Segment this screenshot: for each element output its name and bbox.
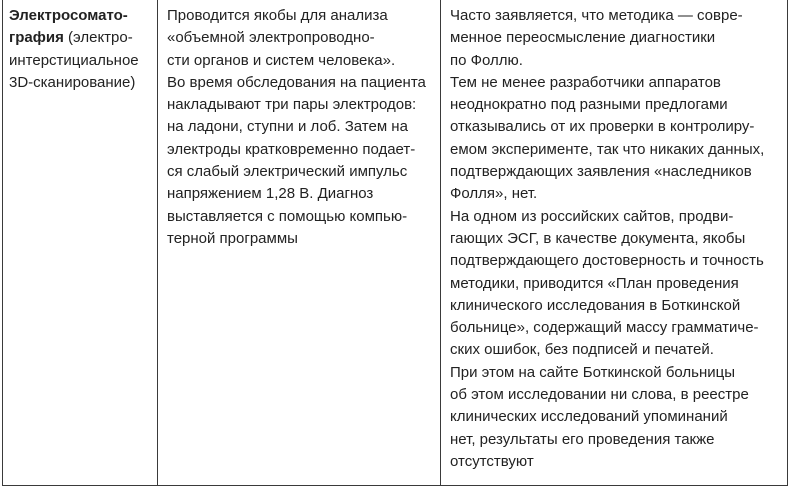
comment-line: подтверждающего достоверность и точность <box>450 252 764 270</box>
description-line: напряжением 1,28 В. Диагноз <box>167 185 374 203</box>
comment-line: отказывались от их проверки в контролиру- <box>450 118 755 136</box>
comment-line: При этом на сайте Боткинской больницы <box>450 363 736 381</box>
description-line: «объемной электропроводно- <box>167 29 375 47</box>
comment-line: Фолля», нет. <box>450 185 538 203</box>
method-table <box>2 0 788 486</box>
comment-line: Тем не менее разработчики аппаратов <box>450 73 721 91</box>
comment-line: об этом исследовании ни слова, в реестре <box>450 386 749 404</box>
comment-line: ских ошибок, без подписей и печатей. <box>450 341 714 359</box>
method-name-line: Электросомато- <box>9 7 128 24</box>
description-line: накладывают три пары электродов: <box>167 96 417 114</box>
description-line: сти органов и систем человека». <box>167 51 396 69</box>
method-name-line: графия (электро- <box>9 29 133 47</box>
method-name-cell <box>3 0 158 486</box>
comment-line: нет, результаты его проведения также <box>450 430 715 448</box>
method-name-line: 3D-сканирование) <box>9 73 136 91</box>
description-line: терной программы <box>167 229 298 247</box>
description-line: электроды кратковременно подает- <box>167 140 416 158</box>
method-name-line: интерстициальное <box>9 51 139 69</box>
comment-line: клинических исследований упоминаний <box>450 408 728 426</box>
description-line: Проводится якобы для анализа <box>167 7 388 24</box>
method-comment-cell <box>441 0 788 486</box>
comment-line: На одном из российских сайтов, продви- <box>450 207 734 225</box>
comment-line: методики, приводится «План проведения <box>450 274 739 292</box>
description-line: Во время обследования на пациента <box>167 73 426 91</box>
description-line: выставляется с помощью компью- <box>167 207 408 225</box>
method-description-cell <box>158 0 441 486</box>
table-row <box>3 0 788 486</box>
comment-line: Часто заявляется, что методика — совре- <box>450 7 743 24</box>
description-line: ся слабый электрический импульс <box>167 163 408 181</box>
comment-line: по Фоллю. <box>450 51 523 69</box>
comment-line: гающих ЭСГ, в качестве документа, якобы <box>450 229 746 247</box>
comment-line: подтверждающих заявления «наследников <box>450 163 752 181</box>
comment-line: отсутствуют <box>450 452 534 470</box>
comment-line: неоднократно под разными предлогами <box>450 96 728 114</box>
description-line: на ладони, ступни и лоб. Затем на <box>167 118 408 136</box>
comment-line: емом эксперименте, так что никаких данных, <box>450 140 765 158</box>
comment-line: больнице», содержащий массу грамматиче- <box>450 319 759 337</box>
comment-line: менное переосмысление диагностики <box>450 29 716 47</box>
comment-line: клинического исследования в Боткинской <box>450 296 741 314</box>
